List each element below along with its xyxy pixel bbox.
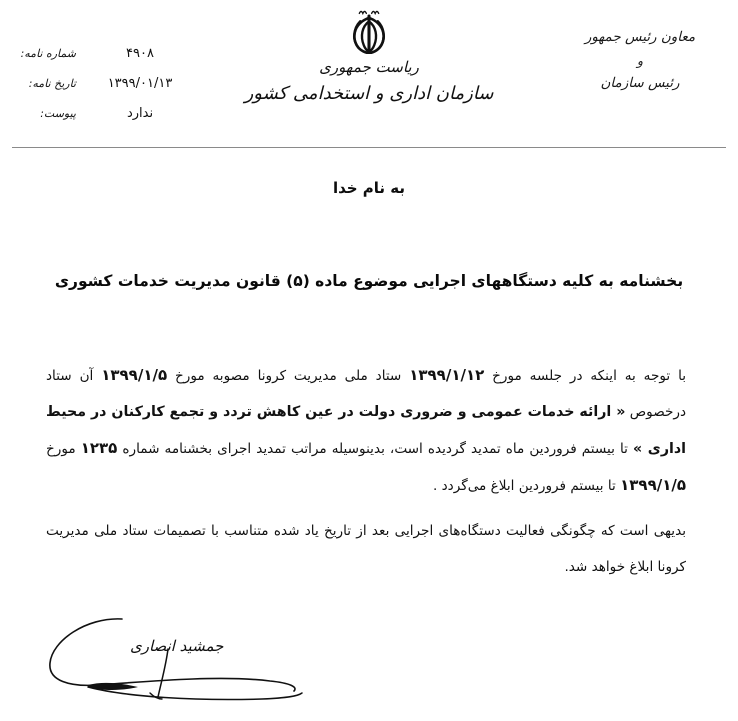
- p1-segment-5: مورخ: [46, 441, 81, 457]
- signature-area: [26, 601, 346, 713]
- letter-meta-block: [14, 46, 204, 136]
- meta-value-letter-number: ۴۹۰۸: [126, 46, 154, 61]
- header-divider: [12, 147, 726, 148]
- organization-line-2: سازمان اداری و استخدامی کشور: [244, 82, 494, 104]
- p1-date-3: ۱۳۹۹/۱/۵: [620, 476, 686, 494]
- organization-line-1: ریاست جمهوری: [319, 58, 419, 76]
- meta-label-letter-number: شماره نامه:: [20, 47, 76, 60]
- meta-label-letter-date: تاریخ نامه:: [28, 77, 76, 90]
- meta-row-attachment: [14, 106, 204, 136]
- signer-name: جمشید انصاری: [130, 637, 224, 655]
- meta-row-letter-number: [14, 46, 204, 76]
- paragraph-1: [46, 357, 686, 504]
- p1-date-1: ۱۳۹۹/۱/۱۲: [409, 366, 485, 384]
- p1-circular-number: ۱۲۳۵: [80, 439, 118, 457]
- meta-value-attachment: ندارد: [126, 106, 154, 121]
- iran-national-emblem-icon: [347, 8, 391, 54]
- letterhead: [0, 0, 738, 148]
- meta-label-attachment: پیوست:: [40, 107, 76, 120]
- document-title: بخشنامه به کلیه دستگاههای اجرایی موضوع ماده (۵) قانون مدیریت خدمات کشوری: [54, 272, 684, 290]
- p1-segment-1: با توجه به اینکه در جلسه مورخ: [484, 368, 686, 384]
- p1-segment-4: تا بیستم فروردین ماه تمدید گردیده است، بدینوسیله مراتب تمدید اجرای بخشنامه شماره: [117, 441, 633, 457]
- body-content: [46, 357, 686, 593]
- p1-segment-6: تا بیستم فروردین ابلاغ می‌گردد .: [432, 478, 621, 494]
- p1-segment-2: ستاد ملی مدیریت کرونا مصوبه مورخ: [167, 368, 410, 384]
- basmala: به نام خدا: [332, 179, 406, 197]
- paragraph-2: بدیهی است که چگونگی فعالیت دستگاه‌های اجرایی بعد از تاریخ یاد شده متناسب با تصمیمات ستاد ملی مدیریت کرونا ابلاغ خواهد شد.: [46, 523, 686, 575]
- p1-date-2: ۱۳۹۹/۱/۵: [101, 366, 168, 384]
- p1-quoted-subject: « ارائه خدمات عمومی و ضروری دولت در عین کاهش تردد و تجمع کارکنان در محیط اداری »: [46, 404, 686, 457]
- meta-row-letter-date: [14, 76, 204, 106]
- signer-title-line-1: معاون رئیس جمهور: [584, 29, 696, 45]
- p1-segment-3: آن ستاد درخصوص: [46, 368, 687, 420]
- signer-title-line-2: رئیس سازمان: [600, 74, 680, 91]
- meta-value-letter-date: ۱۳۹۹/۰۱/۱۳: [107, 76, 173, 91]
- signer-title-conjunction: و: [636, 52, 644, 68]
- handwritten-signature-mark: [26, 601, 346, 713]
